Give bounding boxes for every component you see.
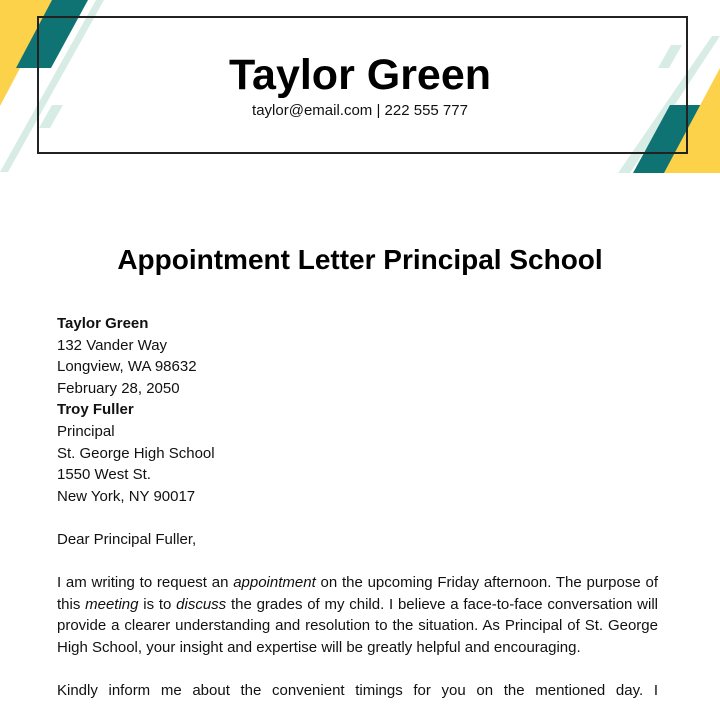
sender-city: Longview, WA 98632 [57, 358, 197, 376]
recipient-role: Principal [57, 422, 115, 440]
sender-heading-name: Taylor Green [228, 51, 492, 99]
paragraph-request-text-1: I am writing to request an [57, 574, 234, 592]
sender-name: Taylor Green [57, 315, 149, 332]
letter-body [57, 313, 658, 702]
recipient-street: 1550 West St. [57, 466, 151, 484]
paragraph-request-text-3: is to [138, 595, 177, 613]
emphasis-discuss: discuss [176, 595, 227, 613]
sender-street: 132 Vander Way [57, 336, 168, 354]
document-title: Appointment Letter Principal School [117, 244, 603, 275]
recipient-school: St. George High School [57, 444, 215, 462]
letter-date: February 28, 2050 [57, 379, 180, 397]
contact-line: taylor@email.com | 222 555 777 [252, 102, 468, 119]
recipient-name: Troy Fuller [57, 401, 134, 419]
emphasis-meeting: meeting [85, 595, 139, 613]
recipient-city: New York, NY 90017 [57, 487, 196, 505]
paragraph-timings-text: Kindly inform me about the convenient timings for you on the mentioned day. I [57, 682, 658, 700]
paragraph-request [57, 572, 658, 658]
emphasis-appointment: appointment [233, 574, 316, 592]
paragraph-timings [57, 680, 658, 702]
salutation: Dear Principal Fuller, [57, 530, 197, 548]
paragraph-request-text-2: on the upcoming Friday afternoon. The purpose of this [57, 574, 658, 613]
paragraph-request-text-4: the grades of my child. I believe a face-to-face conversation will provide a clearer understanding and resolution to the situation. As Principal of St. George High School, your insight and expertise will be greatly helpful and encouraging. [57, 595, 658, 656]
